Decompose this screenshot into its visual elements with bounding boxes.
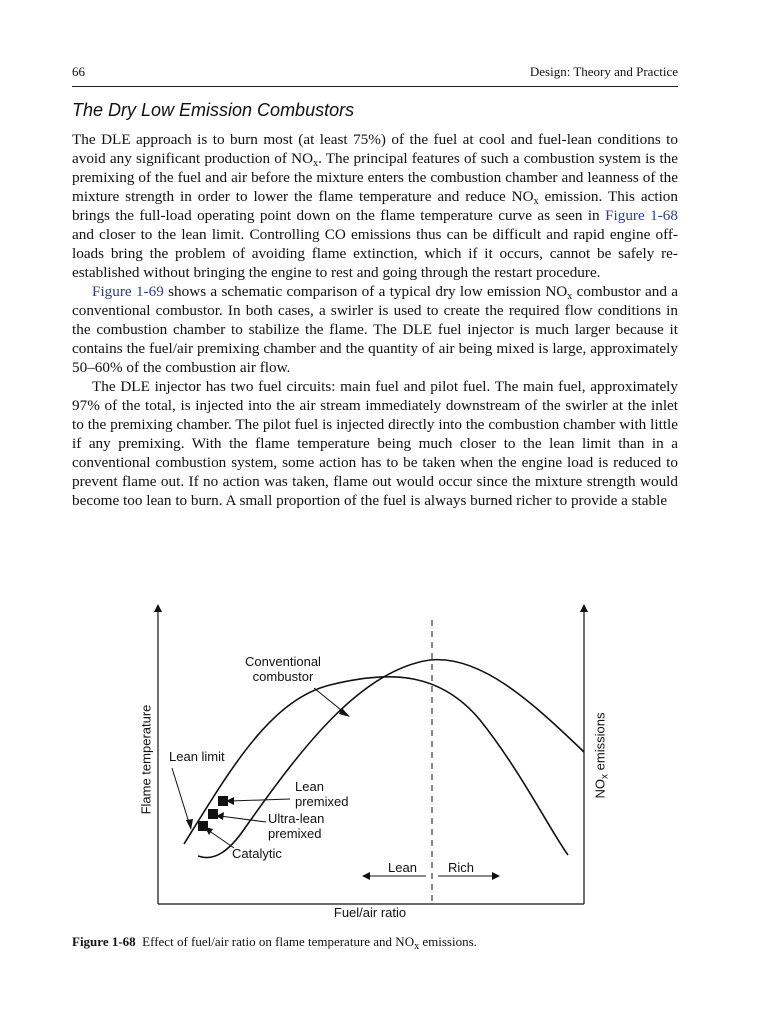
rich-arrowhead [492,872,500,880]
lean-premixed-label-line-2: premixed [295,794,349,809]
ultra-lean-pointer-line [220,816,266,822]
running-title: Design: Theory and Practice [529,64,678,79]
lean-direction-label: Lean [388,860,417,875]
conventional-combustor-label [228,654,338,684]
paragraph-1 [72,130,678,282]
p1-subscript-1: x [313,158,319,169]
lean-premixed-pointer-line [230,799,290,801]
lean-limit-pointer-line [172,768,190,826]
figure-caption [72,934,477,950]
caption-figure-number: Figure 1-68 [72,934,136,949]
x-axis-label: Fuel/air ratio [333,905,407,920]
paragraph-2 [72,282,678,377]
lean-premixed-label-line-1: Lean [295,779,324,794]
ultra-lean-label-line-2: premixed [268,826,322,841]
nox-label-subscript: x [599,773,611,779]
p1-text-b: . The principal features of such a combustion system is the premixing of the fuel and air before the mixture enters the combustion chamber and leanness of the mixture strength in order to lower the flame temperature and reduce NO [72,150,678,205]
catalytic-pointer-line [208,830,234,848]
ultra-lean-premixed-label [268,811,324,841]
caption-text-b: emissions. [419,934,477,949]
lean-arrowhead [362,872,370,880]
y-axis-right-label [592,706,611,806]
p1-subscript-2: x [533,196,539,207]
p1-text-a: The DLE approach is to burn most (at least 75%) of the fuel at cool and fuel-lean conditions to avoid any significant production of NO [72,131,678,167]
p2-subscript-1: x [567,291,573,302]
caption-text-a: Effect of fuel/air ratio on flame temperature and NO [142,934,415,949]
conventional-label-line-1: Conventional [245,654,321,669]
caption-subscript: x [414,941,420,952]
p1-text-d: and closer to the lean limit. Controlling CO emissions thus can be difficult and rapid engine off-loads bring the problem of avoiding flame extinction, which if it occurs, cannot be safely re-established without bringing the engine to rest and going through the restart procedure. [72,226,678,281]
lean-premixed-label [295,779,348,809]
nox-label-tail: emissions [592,712,608,774]
header-rule [72,86,678,87]
left-y-axis-arrowhead [154,604,162,612]
paragraph-3: The DLE injector has two fuel circuits: main fuel and pilot fuel. The main fuel, approximately 97% of the total, is injected into the air stream immediately downstream of the swirler at the inlet to the premixing chamber. The pilot fuel is injected directly into the combustion chamber with little if any premixing. With the flame temperature being much closer to the lean limit than in a conventional combustion system, some action has to be taken when the engine load is reduced to prevent flame out. If no action was taken, flame out would occur since the mixture strength would become too lean to burn. A small proportion of the fuel is always burned richer to provide a stable [72,378,678,509]
lean-limit-label: Lean limit [169,749,225,764]
body-text [72,130,678,510]
section-title: The Dry Low Emission Combustors [72,100,355,120]
lean-limit-pointer-arrowhead [186,819,193,830]
rich-direction-label: Rich [448,860,475,875]
figure-1-68 [120,600,640,930]
page-number: 66 [72,64,85,79]
y-axis-left-label: Flame temperature [138,704,154,815]
p1-text-c: emission. This action brings the full-load operating point down on the flame temperature curve as seen in [72,188,678,224]
p2-text-a: shows a schematic comparison of a typical dry low emission NO [163,283,568,300]
figure-1-68-link[interactable]: Figure 1-68 [605,207,678,224]
figure-1-69-link[interactable]: Figure 1-69 [92,283,164,300]
conventional-combustor-curve [184,677,568,855]
nox-label-main: NO [592,778,608,799]
right-y-axis-arrowhead [580,604,588,612]
ultra-lean-label-line-1: Ultra-lean [268,811,325,826]
catalytic-label: Catalytic [232,846,282,861]
conventional-label-line-2: combustor [252,669,314,684]
nox-emissions-curve [198,660,584,858]
ultra-lean-premixed-marker [208,809,218,819]
p2-text-b: combustor and a conventional combustor. In both cases, a swirler is used to create the required flow conditions in the combustion chamber to stabilize the flame. The DLE fuel injector is much larger because it contains the fuel/air premixing chamber and the quantity of air being mixed is large, approximately 50–60% of the combustion air flow. [72,283,678,376]
figure-diagram [120,600,640,930]
